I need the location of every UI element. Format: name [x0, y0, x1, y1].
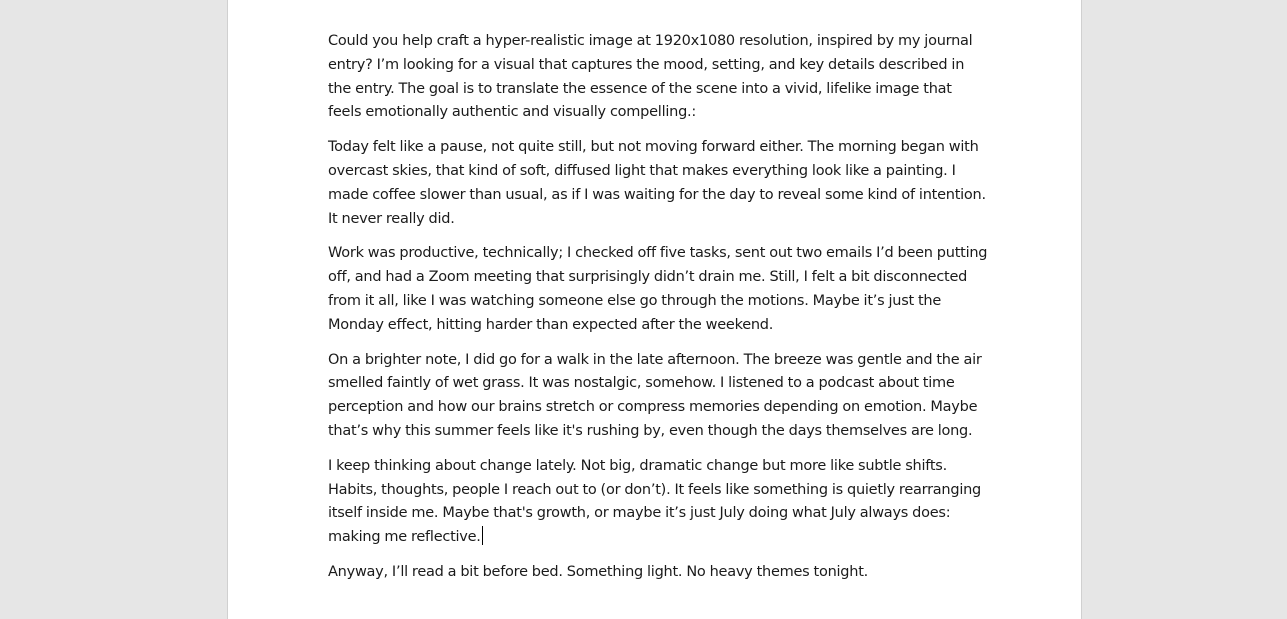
paragraph-work[interactable]: Work was productive, technically; I checked off five tasks, sent out two emails I’d been putting off, and had a Zoom meeting that surprisingly didn’t drain me. Still, I felt a bit disconnected from it all, like I was watching someone else go through the motions. Maybe it’s just the Monday effect, hitting harder than expected after the weekend. — [328, 245, 988, 333]
paragraph-change[interactable] — [328, 455, 988, 550]
paragraph-request[interactable]: Could you help craft a hyper-realistic image at 1920x1080 resolution, inspired by my journal entry? I’m looking for a visual that captures the mood, setting, and key details described in the entry. The goal is to translate the essence of the scene into a vivid, lifelike image that feels emotionally authentic and visually compelling.: — [328, 33, 973, 121]
document-body[interactable] — [328, 30, 988, 596]
paragraph-change-text: I keep thinking about change lately. Not big, dramatic change but more like subtle shifts. Habits, thoughts, people I reach out to (or don’t). It feels like something is quietly rearranging itself inside me. Maybe that's growth, or maybe it’s just July doing what July always does: making me reflective. — [328, 457, 982, 546]
paragraph-evening[interactable]: Anyway, I’ll read a bit before bed. Something light. No heavy themes tonight. — [328, 563, 868, 580]
paragraph-walk[interactable]: On a brighter note, I did go for a walk in the late afternoon. The breeze was gentle and the air smelled faintly of wet grass. It was nostalgic, somehow. I listened to a podcast about time perception and how our brains stretch or compress memories depending on emotion. Maybe that’s why this summer feels like it's rushing by, even though the days themselves are long. — [328, 351, 982, 439]
document-page[interactable] — [227, 0, 1082, 619]
text-cursor — [482, 526, 483, 545]
paragraph-morning[interactable]: Today felt like a pause, not quite still, but not moving forward either. The morning began with overcast skies, that kind of soft, diffused light that makes everything look like a painting. I made coffee slower than usual, as if I was waiting for the day to reveal some kind of intention. It never really did. — [328, 139, 986, 227]
